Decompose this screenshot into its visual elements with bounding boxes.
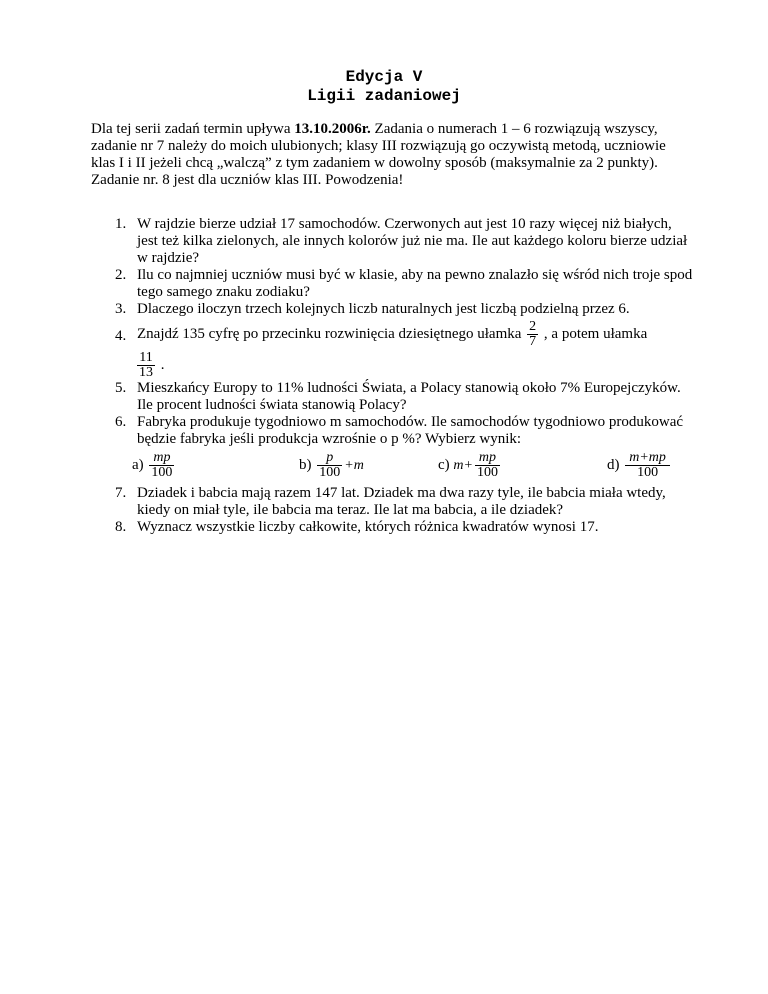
task-4-second-line xyxy=(137,351,695,380)
task-text: Dziadek i babcia mają razem 147 lat. Dziadek ma dwa razy tyle, ile babcia miała wtedy, kiedy on miał tyle, ile babcia ma teraz. Ile lat ma babcia, a ile dziadek? xyxy=(137,485,666,518)
answer-label: d) xyxy=(607,457,620,473)
answer-label: c) xyxy=(438,457,450,473)
fraction-denominator: 13 xyxy=(139,365,153,380)
answer-b xyxy=(299,451,364,480)
answer-c xyxy=(438,451,502,480)
answer-fraction xyxy=(625,451,670,480)
task-text-middle: , a potem ułamka xyxy=(540,325,648,342)
answer-expression-head: m+ xyxy=(453,458,473,473)
fraction-denominator: 100 xyxy=(319,465,341,480)
answer-fraction xyxy=(149,451,174,480)
answer-a xyxy=(132,451,176,480)
task-text: Wyznacz wszystkie liczby całkowite, których różnica kwadratów wynosi 17. xyxy=(137,519,599,535)
task-8 xyxy=(115,519,695,536)
intro-after-date: Zadania o numerach 1 – 6 rozwiązują wszyscy, zadanie nr 7 należy do moich ulubionych; klasy III rozwiązują go oczywistą metodą, uczniowie klas I i II jeżeli chcą „walczą” z tym zadaniem w dowolny sposób (maksymalnie za 2 punkty). Zadanie nr. 8 jest dla uczniów klas III. Powodzenia! xyxy=(91,121,666,188)
task-number: 7. xyxy=(115,485,127,501)
answer-fraction xyxy=(475,451,500,480)
fraction-denominator: 100 xyxy=(637,465,659,480)
task-7 xyxy=(115,485,695,519)
fraction-numerator: mp xyxy=(475,451,500,466)
fraction-numerator: m+mp xyxy=(625,451,670,466)
task-text-end: . xyxy=(157,356,165,373)
fraction-numerator: mp xyxy=(149,451,174,466)
task-text: Mieszkańcy Europy to 11% ludności Świata, a Polacy stanowią około 7% Europejczyków. Ile procent ludności świata stanowią Polacy? xyxy=(137,380,681,413)
answer-options xyxy=(132,450,695,485)
task-6 xyxy=(115,414,695,485)
task-list xyxy=(115,216,695,536)
task-number: 1. xyxy=(115,216,127,232)
task-3 xyxy=(115,301,695,318)
fraction-numerator: 2 xyxy=(529,319,537,334)
fraction-numerator: p xyxy=(317,451,342,466)
task-5 xyxy=(115,380,695,414)
fraction-denominator: 100 xyxy=(476,465,498,480)
fraction-denominator: 7 xyxy=(529,334,537,349)
task-4 xyxy=(115,318,695,380)
task-text: Fabryka produkuje tygodniowo m samochodów. Ile samochodów tygodniowo produkować będzie fabryka jeśli produkcja wzrośnie o p %? Wybierz wynik: xyxy=(137,414,684,447)
answer-label: b) xyxy=(299,457,312,473)
answer-d xyxy=(607,451,672,480)
task-number: 5. xyxy=(115,380,127,396)
task-text-before: Znajdź 135 cyfrę po przecinku rozwinięcia dziesiętnego ułamka xyxy=(137,325,526,342)
answer-expression-tail: +m xyxy=(344,458,364,473)
task-text: W rajdzie bierze udział 17 samochodów. Czerwonych aut jest 10 razy więcej niż białych, jest też kilka zielonych, ale innych kolorów już nie ma. Ile aut każdego koloru bierze udział w rajdzie? xyxy=(137,216,688,266)
title-line-2: Ligii zadaniowej xyxy=(307,87,461,105)
fraction-2-7 xyxy=(527,320,538,349)
fraction-11-13 xyxy=(137,351,155,380)
fraction-numerator: 11 xyxy=(137,351,155,366)
task-number: 3. xyxy=(115,301,127,317)
task-1 xyxy=(115,216,695,267)
intro-date: 13.10.2006r. xyxy=(294,121,371,137)
task-text: Dlaczego iloczyn trzech kolejnych liczb naturalnych jest liczbą podzielną przez 6. xyxy=(137,301,630,317)
intro-before-date: Dla tej serii zadań termin upływa xyxy=(91,121,295,137)
task-number: 6. xyxy=(115,414,127,430)
intro-paragraph xyxy=(91,121,691,189)
task-number: 4. xyxy=(115,328,127,344)
title-line-1: Edycja V xyxy=(345,68,423,86)
document-title xyxy=(0,68,768,106)
task-text: Ilu co najmniej uczniów musi być w klasie, aby na pewno znalazło się wśród nich troje spod tego samego znaku zodiaku? xyxy=(137,267,693,300)
task-2 xyxy=(115,267,695,301)
task-number: 8. xyxy=(115,519,127,535)
task-number: 2. xyxy=(115,267,127,283)
answer-label: a) xyxy=(132,457,144,473)
fraction-denominator: 100 xyxy=(151,465,173,480)
answer-fraction xyxy=(317,451,342,480)
